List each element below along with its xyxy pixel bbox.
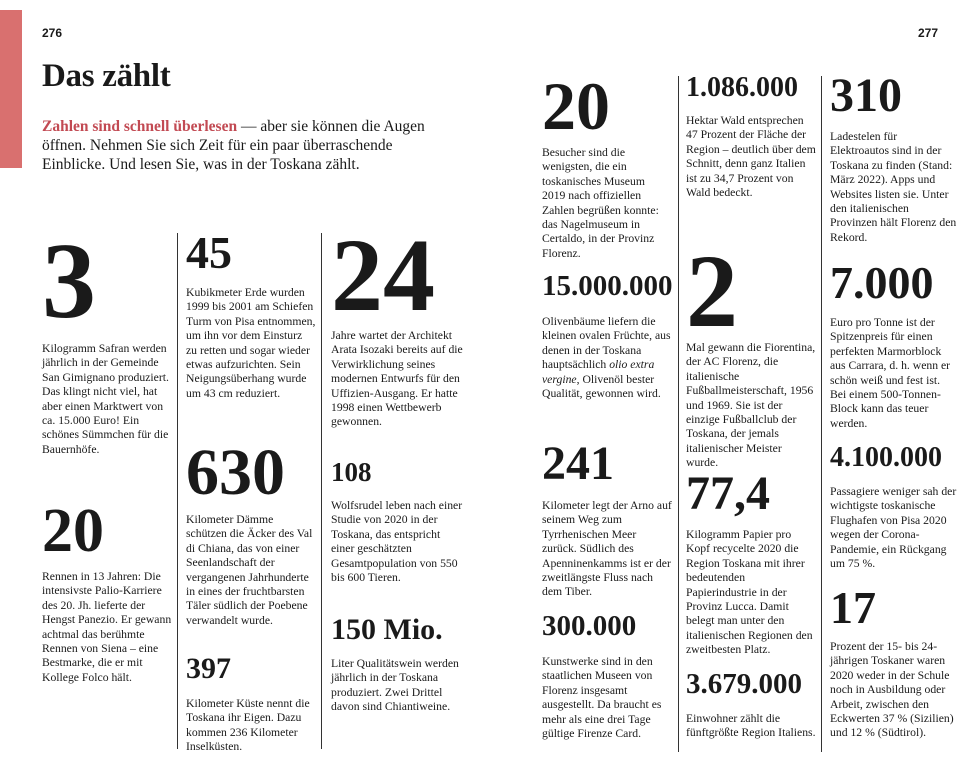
fact-number-2: 2 [686, 234, 738, 349]
fact-text-2: Mal gewann die Fiorentina, der AC Florenz, die italienische Fußballmeisterschaft, 1956 und 1969. Sie ist der einzige Fußballclub der Toskana, der jemals italienischer Meister wurde. [686, 341, 816, 470]
column-rule-1 [177, 233, 178, 749]
fact-text-3679000: Einwohner zählt die fünftgrößte Region Italiens. [686, 712, 816, 740]
fact-text-630: Kilometer Dämme schützen die Äcker des Val di Chiana, das von einer Seenlandschaft der vergangenen Jahrhunderte in eines der fruchtbarsten Täler südlich der Poebene verwandelt wurde. [186, 513, 313, 627]
fact-text-4100000: Passagiere weniger sah der wichtigste toskanische Flughafen von Pisa 2020 wegen der Corona-Pandemie, ein Rückgang um 75 %. [830, 485, 957, 571]
intro-paragraph [42, 117, 432, 174]
fact-number-15-mio: 15.000.000 [542, 270, 673, 302]
fact-number-630: 630 [186, 436, 285, 509]
fact-number-3: 3 [42, 222, 96, 341]
fact-number-20-museum: 20 [542, 68, 610, 144]
fact-number-150-mio: 150 Mio. [331, 613, 443, 646]
page-title: Das zählt [42, 58, 171, 94]
fact-text-15-mio: Olivenbäume liefern die kleinen ovalen Früchte, aus denen in der Toskana hauptsächlich olio extra vergine, Olivenöl bester Qualität, gewonnen wird. [542, 315, 671, 401]
fact-text-150-mio: Liter Qualitätswein werden jährlich in der Toskana produziert. Zwei Drittel davon sind Chiantiweine. [331, 657, 459, 714]
fact-number-241: 241 [542, 437, 614, 490]
intro-highlight: Zahlen sind schnell überlesen [42, 118, 238, 135]
column-rule-4 [821, 76, 822, 752]
fact-text-77-4: Kilogramm Papier pro Kopf recycelte 2020 die Region Toskana mit ihrer bedeutenden Papierindustrie in der Provinz Lucca. Damit belegt man unter den italienischen Regionen den zweitbesten Platz. [686, 528, 813, 657]
fact-text-20-palio: Rennen in 13 Jahren: Die intensivste Palio-Karriere des 20. Jh. lieferte der Hengst Panezio. Er gewann achtmal das berühmte Rennen von Siena – eine Bestmarke, die er mit Kollege Folco hält. [42, 570, 172, 684]
column-rule-3 [678, 76, 679, 752]
intro-text: — aber sie können die Augen öffnen. Nehmen Sie sich Zeit für ein paar überraschende Einblicke. Und lesen Sie, was in der Toskana zählt. [42, 118, 425, 173]
page-number-right: 277 [918, 26, 939, 40]
fact-number-45: 45 [186, 227, 232, 278]
fact-text-108: Wolfsrudel leben nach einer Studie von 2020 in der Toskana, das entspricht einer geschätzten Gesamtpopulation von 550 bis 600 Tieren. [331, 499, 463, 585]
page-number-left: 276 [42, 26, 63, 40]
fact-number-20-palio: 20 [42, 497, 104, 565]
fact-number-300000: 300.000 [542, 610, 637, 642]
fact-text-300000: Kunstwerke sind in den staatlichen Museen von Florenz insgesamt ausgestellt. Da braucht es mehr als eine drei Tage gültige Firenze Card. [542, 655, 662, 741]
fact-text-397: Kilometer Küste nennt die Toskana ihr Eigen. Dazu kommen 236 Kilometer Inselküsten. [186, 697, 310, 754]
fact-text-241: Kilometer legt der Arno auf seinem Weg zum Tyrrhenischen Meer zurück. Südlich des Apenninenkamms ist er der zweitlängste Fluss nach dem Tiber. [542, 499, 672, 599]
fact-number-77-4: 77,4 [686, 467, 770, 520]
fact-number-17: 17 [830, 582, 876, 633]
fact-text-45: Kubikmeter Erde wurden 1999 bis 2001 am Schiefen Turm von Pisa entnommen, um ihn vor dem Einsturz zu retten und sogar wieder etwas aufzurichten. Sein Neigungsüberhang wurde um 43 cm reduziert. [186, 286, 316, 400]
fact-number-1086000: 1.086.000 [686, 72, 798, 103]
fact-number-310: 310 [830, 69, 902, 122]
fact-number-7000: 7.000 [830, 257, 934, 308]
fact-number-24: 24 [331, 218, 435, 333]
column-rule-2 [321, 233, 322, 749]
fact-number-3679000: 3.679.000 [686, 668, 802, 700]
fact-number-4100000: 4.100.000 [830, 442, 942, 473]
fact-number-397: 397 [186, 652, 231, 685]
fact-text-24: Jahre wartet der Architekt Arata Isozaki bereits auf die Verwirklichung seines modernen Entwurfs für den Uffizien-Ausgang. Er hatte 1998 einen Wettbewerb gewonnen. [331, 329, 463, 429]
fact-number-108: 108 [331, 457, 372, 487]
fact-text-3: Kilogramm Safran werden jährlich in der Gemeinde San Gimignano produziert. Das klingt nicht viel, hat aber einen Marktwert von ca. 15.000 Euro! Ein schönes Sümmchen für die Bauernhöfe. [42, 342, 169, 456]
fact-text-1086000: Hektar Wald entsprechen 47 Prozent der Fläche der Region – deutlich über dem Schnitt, denn ganz Italien ist zu 34,7 Prozent von Wald bedeckt. [686, 114, 816, 200]
fact-text-20-museum: Besucher sind die wenigsten, die ein toskanisches Museum 2019 nach offiziellen Zahlen begrüßen konnte: das Nagelmuseum in Certaldo, in der Provinz Florenz. [542, 146, 659, 260]
fact-text-7000: Euro pro Tonne ist der Spitzenpreis für einen perfekten Marmorblock aus Carrara, d. h. wenn er schön weiß und fest ist. Bei einem 500-Tonnen-Block kann das teuer werden. [830, 316, 951, 430]
fact-text-310: Ladestelen für Elektroautos sind in der Toskana zu finden (Stand: März 2022). Apps und Websites listen sie. Unter den italienischen Provinzen hält Florenz den Rekord. [830, 130, 957, 244]
fact-text-17: Prozent der 15- bis 24-jährigen Toskaner waren 2020 weder in der Schule noch in Ausbildung oder Arbeit, zwischen den Eckwerten 37 % (Sizilien) und 12 % (Südtirol). [830, 640, 954, 740]
red-edge-bar [0, 10, 22, 168]
